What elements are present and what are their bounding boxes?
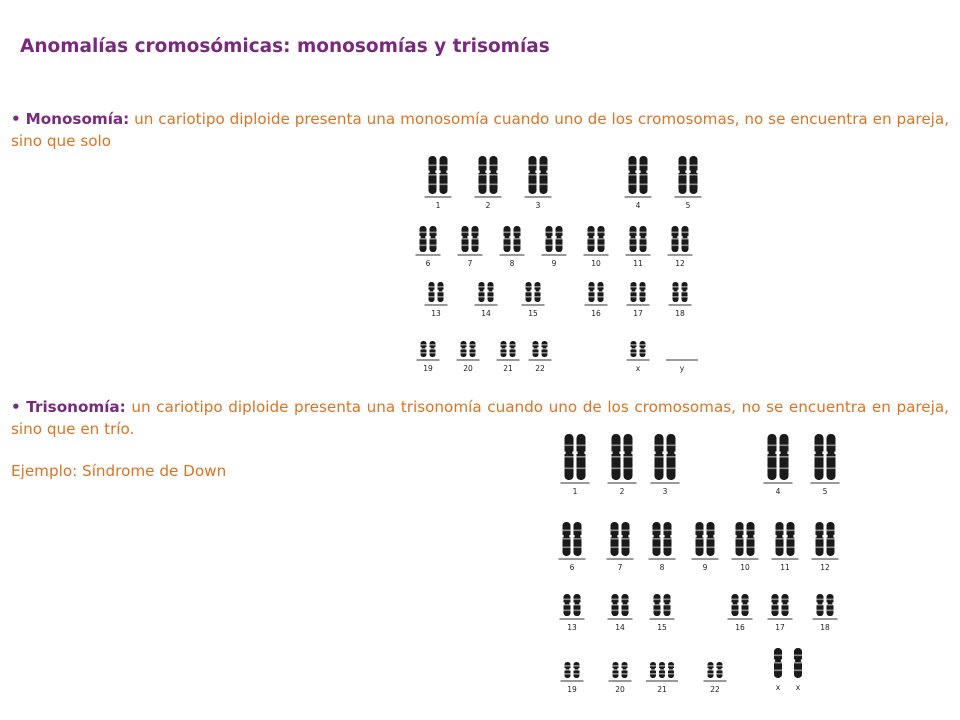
k2-label: x (795, 683, 801, 692)
monosomy-karyotype-image (398, 142, 710, 379)
slide-title: Anomalías cromosómicas: monosomías y trisomías (20, 36, 550, 57)
k1-chromosome (639, 156, 648, 194)
k1-chromosome (437, 282, 444, 302)
k2-chromosome (741, 594, 749, 616)
down-syndrome-karyotype-image (540, 428, 840, 720)
k1-label: 13 (431, 309, 441, 318)
k1-chromosome (639, 341, 646, 357)
k1-chromosome (420, 341, 427, 357)
k2-chromosome (654, 434, 664, 480)
k1-chromosome (689, 156, 698, 194)
k1-chromosome (545, 226, 553, 252)
k1-chromosome (628, 156, 637, 194)
k2-label: 3 (662, 487, 668, 496)
k1-chromosome (671, 226, 679, 252)
k2-chromosome (564, 434, 574, 480)
k1-label: 11 (633, 259, 643, 268)
k2-label: 4 (775, 487, 781, 496)
k1-chromosome (639, 226, 647, 252)
k1-label: 16 (591, 309, 601, 318)
k2-chromosome (826, 434, 836, 480)
k1-label: 6 (425, 259, 431, 268)
k2-chromosome (707, 662, 714, 678)
k2-chromosome (771, 594, 779, 616)
k2-label: 13 (567, 623, 577, 632)
k1-chromosome (539, 156, 548, 194)
k2-chromosome (779, 434, 789, 480)
trisomia-bullet: • (11, 398, 21, 416)
k1-chromosome (469, 341, 476, 357)
trisomia-text: un cariotipo diploide presenta una trisonomía cuando uno de los cromosomas, no se encuentra en pareja, sino que en trío. (11, 398, 949, 438)
k2-label: 15 (657, 623, 667, 632)
k2-chromosome (826, 594, 834, 616)
k1-label: 7 (467, 259, 473, 268)
k1-chromosome (513, 226, 521, 252)
k1-chromosome (489, 156, 498, 194)
k2-chromosome (621, 522, 630, 556)
k1-chromosome (500, 341, 507, 357)
k1-chromosome (503, 226, 511, 252)
k1-chromosome (534, 282, 541, 302)
monosomy-karyotype-drawing (398, 142, 710, 379)
k2-label: 11 (780, 563, 790, 572)
k2-chromosome (668, 662, 675, 678)
k1-chromosome (597, 226, 605, 252)
k1-label: 19 (423, 364, 433, 373)
k1-chromosome (681, 226, 689, 252)
k2-label: 20 (615, 685, 625, 694)
k2-chromosome (814, 434, 824, 480)
k1-chromosome (532, 341, 539, 357)
k2-chromosome (794, 648, 803, 678)
k1-chromosome (525, 282, 532, 302)
k1-chromosome (629, 226, 637, 252)
k2-chromosome (815, 522, 824, 556)
k1-label: 17 (633, 309, 643, 318)
k1-chromosome (588, 282, 595, 302)
k2-chromosome (610, 522, 619, 556)
k2-chromosome (623, 434, 633, 480)
k2-chromosome (781, 594, 789, 616)
k2-label: 10 (740, 563, 750, 572)
k1-label: 21 (503, 364, 513, 373)
k1-label: 2 (485, 201, 491, 210)
k1-chromosome (678, 156, 687, 194)
trisomia-term: Trisonomía: (26, 398, 126, 416)
k2-label: 21 (657, 685, 667, 694)
k2-label: 22 (710, 685, 720, 694)
k2-chromosome (767, 434, 777, 480)
k2-chromosome (611, 434, 621, 480)
k2-chromosome (666, 434, 676, 480)
k2-label: x (775, 683, 781, 692)
k2-label: 17 (775, 623, 785, 632)
k1-chromosome (478, 282, 485, 302)
k1-label: 5 (685, 201, 691, 210)
k1-label: 8 (509, 259, 515, 268)
k2-chromosome (816, 594, 824, 616)
k2-label: 14 (615, 623, 625, 632)
k1-label: 12 (675, 259, 685, 268)
k2-chromosome (706, 522, 715, 556)
k2-chromosome (716, 662, 723, 678)
k2-label: 19 (567, 685, 577, 694)
k1-chromosome (509, 341, 516, 357)
k1-chromosome (487, 282, 494, 302)
k2-chromosome (731, 594, 739, 616)
k1-chromosome (541, 341, 548, 357)
k2-chromosome (826, 522, 835, 556)
k2-chromosome (576, 434, 586, 480)
k1-chromosome (528, 156, 537, 194)
k1-chromosome (429, 341, 436, 357)
k1-chromosome (587, 226, 595, 252)
k2-label: 18 (820, 623, 830, 632)
down-syndrome-karyotype-drawing (540, 428, 840, 720)
k2-label: 2 (619, 487, 625, 496)
k2-chromosome (663, 522, 672, 556)
trisomia-example: Ejemplo: Síndrome de Down (11, 462, 227, 480)
k1-chromosome (681, 282, 688, 302)
k2-label: 9 (702, 563, 708, 572)
k1-label: 20 (463, 364, 473, 373)
k1-chromosome (630, 282, 637, 302)
k2-chromosome (650, 662, 657, 678)
monosomia-term: Monosomía: (25, 110, 130, 128)
k2-label: 6 (569, 563, 575, 572)
k2-chromosome (652, 522, 661, 556)
k1-chromosome (439, 156, 448, 194)
k1-label: 22 (535, 364, 545, 373)
k1-chromosome (429, 226, 437, 252)
k1-chromosome (672, 282, 679, 302)
k2-label: 12 (820, 563, 830, 572)
k2-chromosome (621, 594, 629, 616)
k1-chromosome (428, 156, 437, 194)
k1-chromosome (419, 226, 427, 252)
k1-label: 9 (551, 259, 557, 268)
k2-chromosome (735, 522, 744, 556)
k1-label: x (635, 364, 641, 373)
k1-label: 14 (481, 309, 491, 318)
k1-label: 18 (675, 309, 685, 318)
k1-chromosome (460, 341, 467, 357)
k1-label: 4 (635, 201, 641, 210)
monosomia-bullet: • (11, 110, 21, 128)
k1-chromosome (630, 341, 637, 357)
k1-chromosome (555, 226, 563, 252)
k1-chromosome (471, 226, 479, 252)
k2-chromosome (573, 662, 580, 678)
k2-chromosome (563, 594, 571, 616)
k1-chromosome (639, 282, 646, 302)
k1-label: 10 (591, 259, 601, 268)
k2-chromosome (564, 662, 571, 678)
k2-chromosome (562, 522, 571, 556)
k2-chromosome (611, 594, 619, 616)
k1-chromosome (478, 156, 487, 194)
monosomia-text: un cariotipo diploide presenta una monosomía cuando uno de los cromosomas, no se encuentra en pareja, sino que solo (11, 110, 950, 150)
k2-chromosome (695, 522, 704, 556)
k2-label: 8 (659, 563, 665, 572)
k2-chromosome (774, 648, 783, 678)
k2-label: 7 (617, 563, 623, 572)
k2-chromosome (663, 594, 671, 616)
k2-chromosome (573, 522, 582, 556)
k2-chromosome (653, 594, 661, 616)
k1-chromosome (428, 282, 435, 302)
k2-chromosome (786, 522, 795, 556)
k2-label: 16 (735, 623, 745, 632)
k2-chromosome (746, 522, 755, 556)
k2-chromosome (612, 662, 619, 678)
k1-chromosome (597, 282, 604, 302)
k2-chromosome (659, 662, 666, 678)
k1-label: 3 (535, 201, 541, 210)
k2-label: 5 (822, 487, 828, 496)
k2-chromosome (775, 522, 784, 556)
k1-label: 15 (528, 309, 538, 318)
k1-chromosome (461, 226, 469, 252)
k1-label: y (679, 364, 685, 373)
k2-chromosome (573, 594, 581, 616)
k2-label: 1 (572, 487, 578, 496)
k2-chromosome (621, 662, 628, 678)
k1-label: 1 (435, 201, 441, 210)
